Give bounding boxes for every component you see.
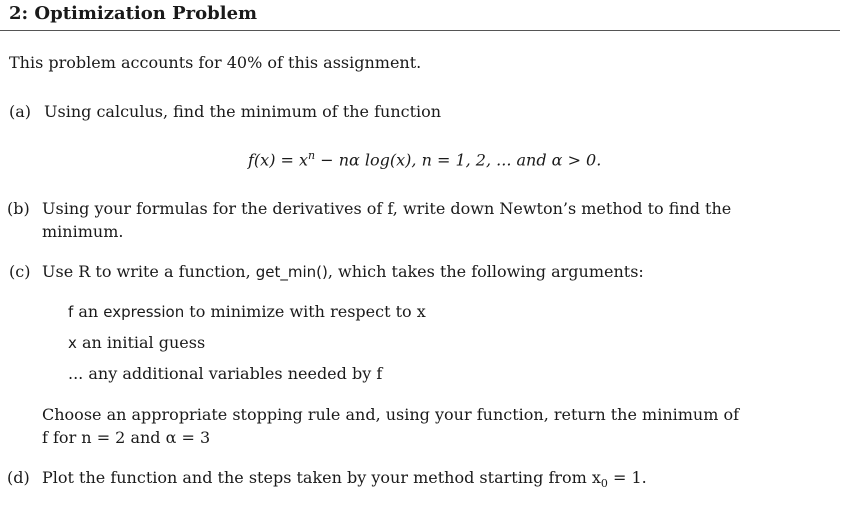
part-d-text (42, 468, 647, 494)
part-c-label: (c) (9, 262, 31, 281)
equation-rest: − nα log(x), n = 1, 2, ... and α > 0. (315, 150, 602, 170)
arg-text-pre: an initial guess (76, 333, 206, 352)
part-c-text-pre: Use R to write a function, (42, 262, 256, 281)
part-b-line1: Using your formulas for the derivatives of f, write down Newton’s method to find the (42, 199, 732, 218)
arg-item-x (68, 333, 205, 353)
equation-prefix: f(x) = x (248, 150, 309, 170)
intro-text: This problem accounts for 40% of this assignment. (9, 53, 422, 72)
part-d-text-post: = 1. (607, 468, 647, 487)
arg-item-f (68, 302, 426, 322)
arg-text-mono: expression (103, 303, 185, 321)
title-divider (0, 30, 840, 31)
arg-text-pre: any additional variables needed by f (83, 364, 383, 383)
part-a-label: (a) (9, 102, 32, 121)
part-c-text (42, 262, 644, 282)
part-c-closing-line1: Choose an appropriate stopping rule and, using your function, return the minimum of (42, 405, 740, 424)
part-d-subscript: 0 (600, 477, 608, 491)
arg-name: ... (68, 364, 84, 383)
equation-exponent: n (308, 149, 316, 162)
function-name: get_min() (255, 263, 328, 281)
part-d-label: (d) (7, 468, 30, 487)
part-a-equation (248, 146, 601, 170)
arg-name: f (68, 303, 74, 321)
section-title: 2: Optimization Problem (9, 3, 258, 24)
part-c-text-post: , which takes the following arguments: (327, 262, 644, 281)
arg-text-pre: an (73, 302, 104, 321)
part-d-text-pre: Plot the function and the steps taken by your method starting from x (42, 468, 601, 487)
arg-name: x (68, 334, 77, 352)
part-b-line2: minimum. (42, 222, 124, 241)
arg-item-dots (68, 364, 382, 384)
part-a-text: Using calculus, find the minimum of the function (44, 102, 442, 121)
part-c-closing-line2: f for n = 2 and α = 3 (42, 428, 211, 447)
part-b-label: (b) (7, 199, 30, 218)
arg-text-post: to minimize with respect to x (184, 302, 426, 321)
